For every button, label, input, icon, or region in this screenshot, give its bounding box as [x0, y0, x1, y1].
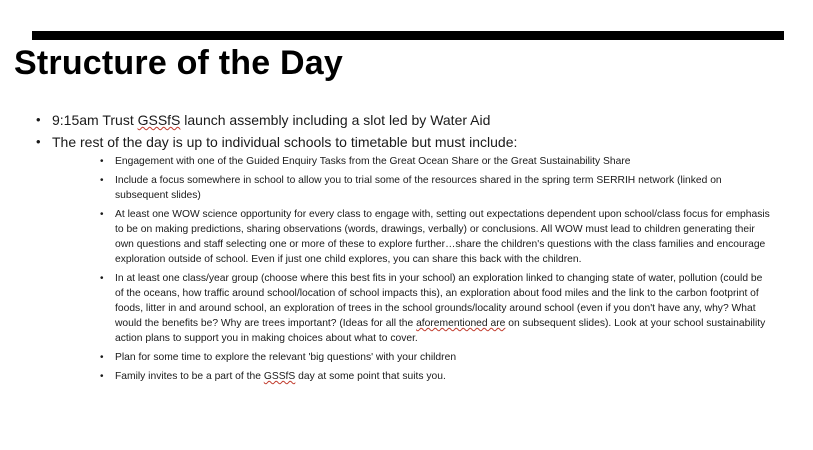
title-rule — [32, 31, 784, 40]
slide-title: Structure of the Day — [14, 44, 343, 82]
main-bullet-rest-of-day — [52, 133, 782, 384]
spellcheck-flagged-word[interactable]: GSSfS — [263, 371, 296, 382]
bullet-text: The rest of the day is up to individual schools to timetable but must include: — [52, 134, 518, 150]
grammar-flagged-phrase[interactable]: aforementioned are — [416, 318, 506, 329]
spellcheck-flagged-word[interactable]: GSSfS — [137, 112, 181, 128]
bullet-text: on subsequent slides). Look at your school sustainability action plans to support you in making choices about what to cover. — [115, 318, 766, 344]
main-bullet-list — [52, 111, 782, 388]
sub-bullet-guided-enquiry: • Engagement with one of the Guided Enquiry Tasks from the Great Ocean Share or the Great Sustainability Share — [115, 154, 770, 169]
bullet-text: day at some point that suits you. — [295, 371, 446, 382]
sub-bullet-list — [52, 154, 770, 384]
bullet-text: In at least one class/year group (choose where this best fits in your school) an exploration linked to changing state of water, pollution (could be of the oceans, how traffic around school/location of school impacts this), an exploration about food miles and the link to the carbon footprint of foods, litter in and around school, an exploration of trees in the school grounds/locality around school (even if you don't have any, why? What would the benefits be? Why are trees important? (Ideas for all the — [115, 273, 763, 329]
sub-bullet-family-invites — [115, 369, 770, 384]
sub-bullet-class-exploration — [115, 271, 770, 346]
sub-bullet-wow-science: • At least one WOW science opportunity for every class to engage with, setting out expectations dependent upon school/class focus for emphasis to be on making predictions, sharing observations (words, drawings, verbally) or conclusions. All WOW must lead to children generating their own questions and staff selecting one or more of these to explore further…share the children's questions with the class families and encourage exploration outside of school. Even if just one child explores, you can share this back with the children. — [115, 207, 770, 267]
main-bullet-assembly — [52, 111, 782, 129]
sub-bullet-resources-focus: • Include a focus somewhere in school to allow you to trial some of the resources shared in the spring term SERRIH network (linked on subsequent slides) — [115, 173, 770, 203]
bullet-text: launch assembly including a slot led by Water Aid — [180, 112, 491, 128]
sub-bullet-big-questions: • Plan for some time to explore the relevant 'big questions' with your children — [115, 350, 770, 365]
bullet-text: 9:15am Trust — [52, 112, 138, 128]
bullet-text: Family invites to be a part of the — [115, 371, 264, 382]
